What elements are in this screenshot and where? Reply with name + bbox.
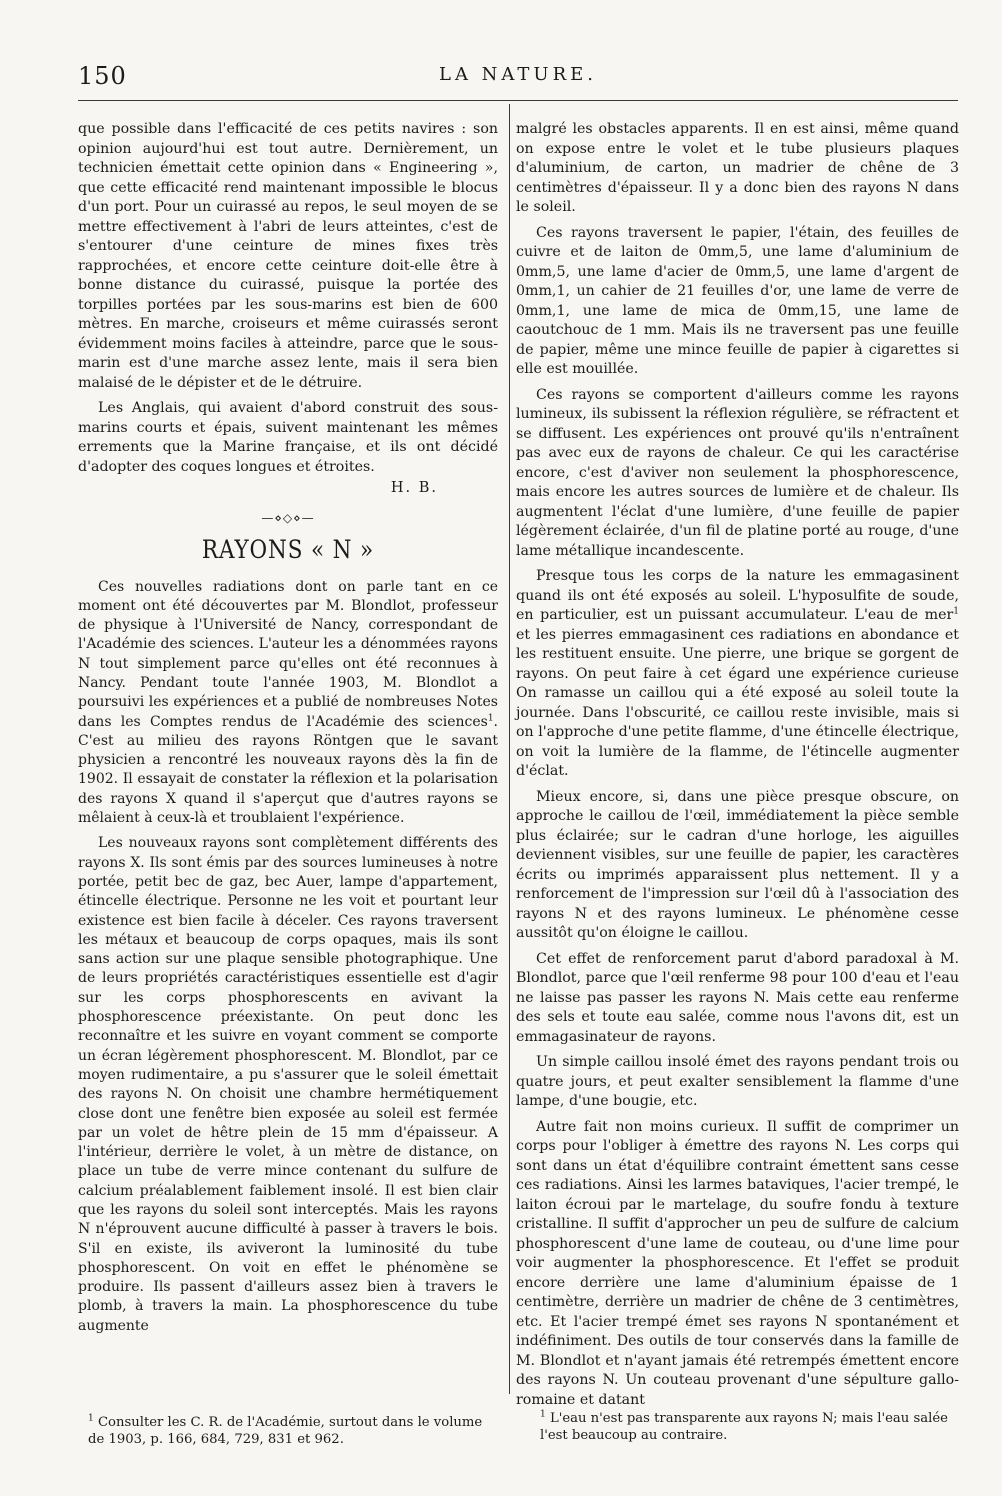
paragraph-anglais: Les Anglais, qui avaient d'abord construit des sous-marins courts et épais, suivent maintenant les mêmes errements que la Marine française, et ils ont décidé d'adopter des coques longues et étroites.: [78, 400, 498, 475]
left-column: [78, 120, 498, 1342]
page-number: 150: [78, 62, 127, 90]
rayons-paragraph-1-text-a: Ces nouvelles radiations dont on parle tant en ce moment ont été découvertes par M. Blondlot, professeur de physique à l'Université de Nancy, correspondant de l'Académie des sciences. L'auteur les a dénommées rayons N tout simplement parce qu'elles ont été reconnues à Nancy. Pendant toute l'année 1903, M. Blondlot a poursuivi les expériences et a publié de nombreuses Notes dans les Comptes rendus de l'Académie des sciences: [78, 578, 498, 730]
left-footnote: [88, 1414, 498, 1448]
footnote-marker: 1: [88, 1413, 94, 1424]
author-signature: H. B.: [390, 480, 438, 496]
running-title: LA NATURE.: [438, 64, 598, 85]
right-paragraph-1: malgré les obstacles apparents. Il en est ainsi, même quand on expose entre le volet et le tube plusieurs plaques d'aluminium, de carton, un madrier de chêne de 3 centimètres d'épaisseur. Il y a donc bien des rayons N dans le soleil.: [516, 121, 959, 215]
right-paragraph-4: [516, 567, 959, 782]
footnote-marker: 1: [540, 1409, 546, 1420]
footnote-reference: 1: [487, 712, 494, 723]
footnote-text: L'eau n'est pas transparente aux rayons N; mais l'eau salée l'est beaucoup au contraire.: [540, 1411, 948, 1443]
rayons-article-body: [78, 578, 498, 1337]
right-paragraph-4-text-b: et les pierres emmagasinent ces radiations en abondance et les restituent ensuite. Une pierre, une brique se gorgent de rayons. On peut faire à cet égard une expérience curieuse On ramasse un caillou qui a été exposé au soleil toute la journée. Dans l'obscurité, ce caillou reste invisible, mais si on l'approche d'une petite flamme, d'une étincelle électrique, on voit la lumière de la flamme, de l'étincelle augmenter d'éclat.: [516, 626, 959, 779]
section-title: RAYONS « N »: [201, 535, 375, 564]
right-paragraph-4-text-a: Presque tous les corps de la nature les emmagasinent quand ils ont été exposés au soleil. L'hyposulfite de soude, en particulier, est un puissant accumulateur. L'eau de mer: [516, 568, 959, 623]
section-ornament: —⋄◇⋄—: [261, 510, 315, 525]
right-paragraph-6: Cet effet de renforcement parut d'abord paradoxal à M. Blondlot, parce que l'œil renferme 98 pour 100 d'eau et l'eau ne laisse pas passer les rayons N. Mais cette eau renferme des sels et toute eau salée, comme nous l'avons dit, est un emmagasinateur de rayons.: [516, 950, 959, 1045]
right-paragraph-7: Un simple caillou insolé émet des rayons pendant trois ou quatre jours, et peut exalter sensiblement la flamme d'une lampe, d'une bougie, etc.: [516, 1054, 959, 1109]
page-header: [78, 62, 958, 92]
right-paragraph-2: Ces rayons traversent le papier, l'étain, des feuilles de cuivre et de laiton de 0mm,5, une lame d'aluminium de 0mm,5, une lame d'acier de 0mm,5, une lame d'argent de 0mm,1, un cahier de 21 feuilles d'or, une lame de verre de 0mm,1, une lame de mica de 0mm,15, une lame de caoutchouc de 1 mm. Mais ils ne traversent pas une feuille de papier, même une mince feuille de papier à cigarettes si elle est mouillée.: [516, 224, 959, 377]
rayons-paragraph-1-text-b: . C'est au milieu des rayons Röntgen que le savant physicien a rencontré les nouveaux rayons dès la fin de 1902. Il essayait de constater la réflexion et la polarisation des rayons X quand il s'aperçut que d'autres rayons se mêlaient à ceux-là et troublaient l'expérience.: [78, 713, 498, 827]
right-paragraph-3: Ces rayons se comportent d'ailleurs comme les rayons lumineux, ils subissent la réflexion régulière, se réfractent et se diffusent. Les expériences ont prouvé qu'ils n'entraînent pas avec eux de rayons de chaleur. Ce qui les caractérise encore, c'est d'aviver non seulement la phosphorescence, mais encore les autres sources de lumière et de chaleur. Ils augmentent l'éclat d'une lumière, d'une feuille de papier légèrement éclairée, d'un fil de platine porté au rouge, d'une lame métallique incandescente.: [516, 386, 959, 559]
right-paragraph-8: Autre fait non moins curieux. Il suffit de comprimer un corps pour l'obliger à émettre des rayons N. Les corps qui sont dans un état d'équilibre contraint émettent sans cesse ces radiations. Ainsi les larmes bataviques, l'acier trempé, le laiton écroui par le martelage, du soufre fondu à texture cristalline. Il suffit d'approcher un peu de sulfure de calcium phosphorescent d'une lame de couteau, ou d'une lime pour voir augmenter la phosphorescence. Et l'effet se produit encore derrière une lame d'aluminium épaisse de 1 centimètre, derrière un madrier de chêne de 3 centimètres, etc. Et l'acier trempé émet ses rayons N spontanément et indéfiniment. Des outils de tour conservés dans la famille de M. Blondlot et n'ayant jamais été retrempés émettent encore des rayons N. Un couteau provenant d'une sépulture gallo-romaine et datant: [516, 1118, 959, 1408]
column-divider: [509, 104, 510, 1394]
rayons-paragraph-2: Les nouveaux rayons sont complètement différents des rayons X. Ils sont émis par des sources lumineuses à notre portée, petit bec de gaz, bec Auer, lampe d'appartement, étincelle électrique. Personne ne les voit et pourtant leur existence est bien facile à déceler. Ces rayons traversent les métaux et beaucoup de corps opaques, mais ils sont sans action sur une plaque sensible photographique. Une de leurs propriétés caractéristiques essentielle est d'agir sur les corps phosphorescents en avivant la phosphorescence préexistante. On peut donc les reconnaître et les suivre en voyant comment se comporte un écran légèrement phosphorescent. M. Blondlot, par ce moyen rudimentaire, a pu s'assurer que le soleil émettait des rayons N. On choisit une chambre hermétiquement close dont une fenêtre bien exposée au soleil est fermée par un volet de hêtre plein de 15 mm d'épaisseur. A l'intérieur, derrière le volet, à un mètre de distance, on place un tube de verre mince contenant du sulfure de calcium préalablement faiblement insolé. Il est bien clair que les rayons du soleil sont interceptés. Mais les rayons N n'éprouvent aucune difficulté à passer à travers le bois. S'il en existe, ils aviveront la luminosité du tube phosphorescent. On voit en effet le phénomène se produire. Ils passent d'ailleurs assez bien à travers le plomb, à travers la main. La phosphorescence du tube augmente: [78, 835, 498, 1334]
rayons-paragraph-1: [78, 578, 498, 829]
footnote-reference: 1: [953, 606, 959, 617]
right-paragraph-5: Mieux encore, si, dans une pièce presque obscure, on approche le caillou de l'œil, immédiatement la pièce semble plus éclairée; sur le cadran d'une horloge, les aiguilles deviennent visibles, sur une feuille de papier, les caractères écrits ou imprimés apparaissent plus nettement. Il y a renforcement de l'impression sur l'œil dû à l'association des rayons N et des rayons lumineux. Le phénomène cesse aussitôt qu'on éloigne le caillou.: [516, 788, 959, 941]
footnote-text: Consulter les C. R. de l'Académie, surtout dans le volume de 1903, p. 166, 684, 729, 831 et 962.: [88, 1415, 483, 1447]
header-rule: [78, 100, 958, 101]
right-footnote: [540, 1410, 958, 1444]
continued-paragraph: que possible dans l'efficacité de ces petits navires : son opinion aujourd'hui est tout autre. Dernièrement, un technicien émettait cette opinion dans « Engineering », que cette efficacité rend maintenant impossible le blocus d'un port. Pour un cuirassé au repos, le seul moyen de se mettre effectivement à l'abri de leurs atteintes, c'est de s'entourer d'une ceinture de mines fixes très rapprochées, et encore cette ceinture doit-elle être à bonne distance du cuirassé, puisque la portée des torpilles portées par les sous-marins est bien de 600 mètres. En marche, croiseurs et même cuirassés seront évidemment moins faciles à atteindre, parce que le sous-marin est d'une marche assez lente, mais il sera bien malaisé de le dépister et de le détruire.: [78, 121, 498, 391]
right-column: [516, 120, 959, 1416]
